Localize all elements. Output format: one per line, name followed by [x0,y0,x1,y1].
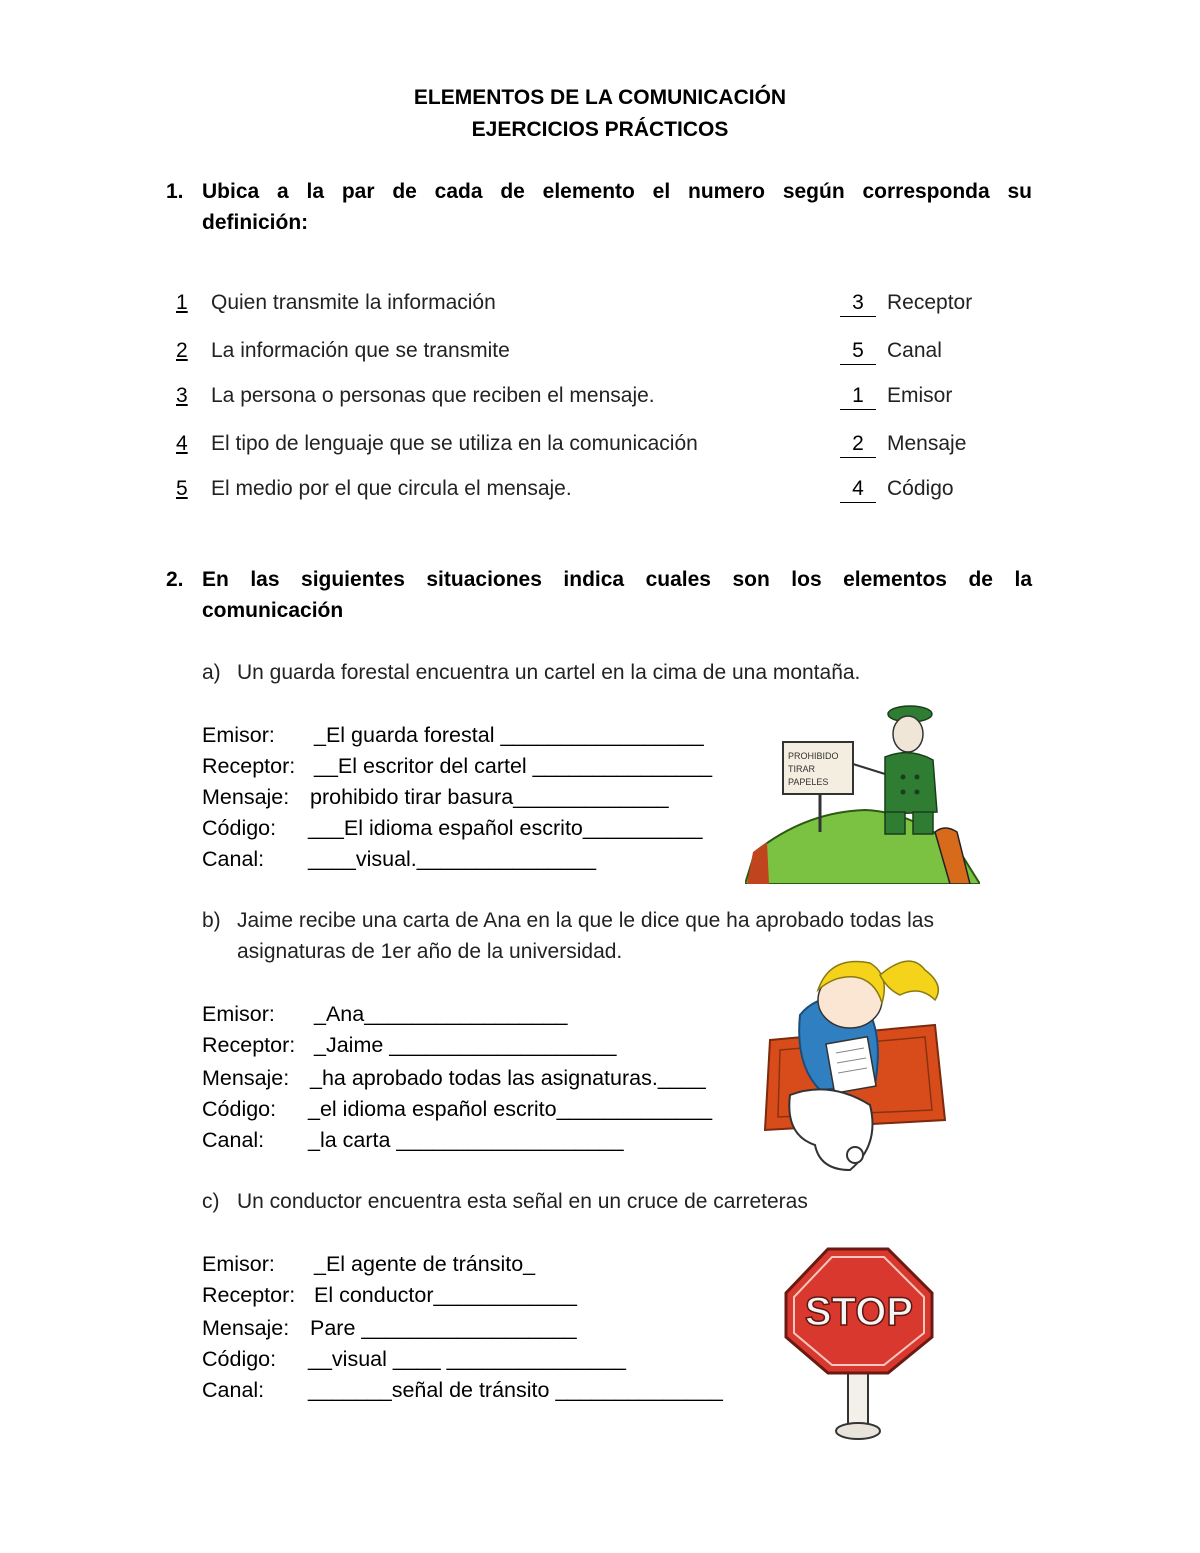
exercise-1-instruction-cont: definición: [202,211,309,234]
answer-field[interactable]: _El guarda forestal _________________ [314,723,704,747]
definition-text: La información que se transmite [211,339,510,362]
row-label: Receptor: [202,1283,296,1307]
stop-text: STOP [804,1290,914,1334]
answer-field[interactable]: _______señal de tránsito ______________ [308,1378,723,1402]
definition-number: 1 [176,291,188,314]
answer-field[interactable]: _el idioma español escrito_____________ [308,1097,713,1121]
row-label: Código: [202,816,277,840]
answer-field[interactable]: ___El idioma español escrito__________ [308,816,703,840]
row-label: Mensaje: [202,1066,290,1090]
situation-letter: a) [202,661,221,684]
sign-text: PROHIBIDO [788,751,839,761]
answer-blank[interactable]: 1 [840,383,876,410]
situation-text: Un conductor encuentra esta señal en un cruce de carreteras [237,1190,808,1213]
row-label: Canal: [202,1128,265,1152]
definition-text: Quien transmite la información [211,291,496,314]
definition-number: 2 [176,339,188,362]
answer-blank[interactable]: 2 [840,431,876,458]
svg-text:PAPELES: PAPELES [788,777,829,787]
page-title: ELEMENTOS DE LA COMUNICACIÓN [413,86,787,109]
definition-number: 3 [176,384,188,407]
exercise-2-instruction: En las siguientes situaciones indica cuales son los elementos de la [202,568,1032,591]
row-label: Canal: [202,847,265,871]
row-label: Emisor: [202,1252,275,1276]
definition-text: El medio por el que circula el mensaje. [211,477,572,500]
row-label: Código: [202,1347,277,1371]
row-label: Emisor: [202,723,275,747]
answer-field[interactable]: El conductor____________ [314,1283,577,1307]
element-name: Código [887,477,954,500]
page-subtitle: EJERCICIOS PRÁCTICOS [471,118,729,141]
answer-field[interactable]: __visual ____ _______________ [308,1347,627,1371]
situation-text: Un guarda forestal encuentra un cartel en la cima de una montaña. [237,661,861,684]
situation-text: Jaime recibe una carta de Ana en la que le dice que ha aprobado todas las [237,909,934,932]
answer-field[interactable]: _El agente de tránsito_ [314,1252,536,1276]
answer-blank[interactable]: 3 [840,290,876,317]
row-label: Receptor: [202,1033,296,1057]
row-label: Emisor: [202,1002,275,1026]
row-label: Canal: [202,1378,265,1402]
answer-field[interactable]: ____visual._______________ [308,847,597,871]
answer-field[interactable]: _ha aprobado todas las asignaturas.____ [310,1066,706,1090]
answer-field[interactable]: prohibido tirar basura_____________ [310,785,669,809]
answer-blank[interactable]: 5 [840,338,876,365]
element-name: Emisor [887,384,953,407]
svg-text:TIRAR: TIRAR [788,764,815,774]
definition-number: 5 [176,477,188,500]
exercise-1-instruction: Ubica a la par de cada de elemento el numero según corresponda su [202,180,1032,203]
answer-field[interactable]: _la carta ___________________ [308,1128,624,1152]
row-label: Receptor: [202,754,296,778]
exercise-1-number: 1. [166,180,184,203]
definition-number: 4 [176,432,188,455]
element-name: Receptor [887,291,973,314]
forest-ranger-sign-illustration [745,702,980,884]
element-name: Canal [887,339,942,362]
row-label: Mensaje: [202,785,290,809]
definition-text: El tipo de lenguaje que se utiliza en la comunicación [211,432,698,455]
answer-field[interactable]: _Ana_________________ [314,1002,568,1026]
answer-field[interactable]: Pare __________________ [310,1316,577,1340]
situation-letter: c) [202,1190,220,1213]
answer-field[interactable]: _Jaime ___________________ [314,1033,617,1057]
answer-blank[interactable]: 4 [840,476,876,503]
row-label: Código: [202,1097,277,1121]
exercise-2-instruction-cont: comunicación [202,599,344,622]
answer-field[interactable]: __El escritor del cartel _______________ [314,754,713,778]
definition-text: La persona o personas que reciben el mensaje. [211,384,655,407]
situation-text: asignaturas de 1er año de la universidad. [237,940,623,963]
exercise-2-number: 2. [166,568,184,591]
element-name: Mensaje [887,432,967,455]
girl-writing-letter-illustration [760,945,950,1175]
stop-sign-illustration [780,1245,940,1445]
row-label: Mensaje: [202,1316,290,1340]
situation-letter: b) [202,909,221,932]
